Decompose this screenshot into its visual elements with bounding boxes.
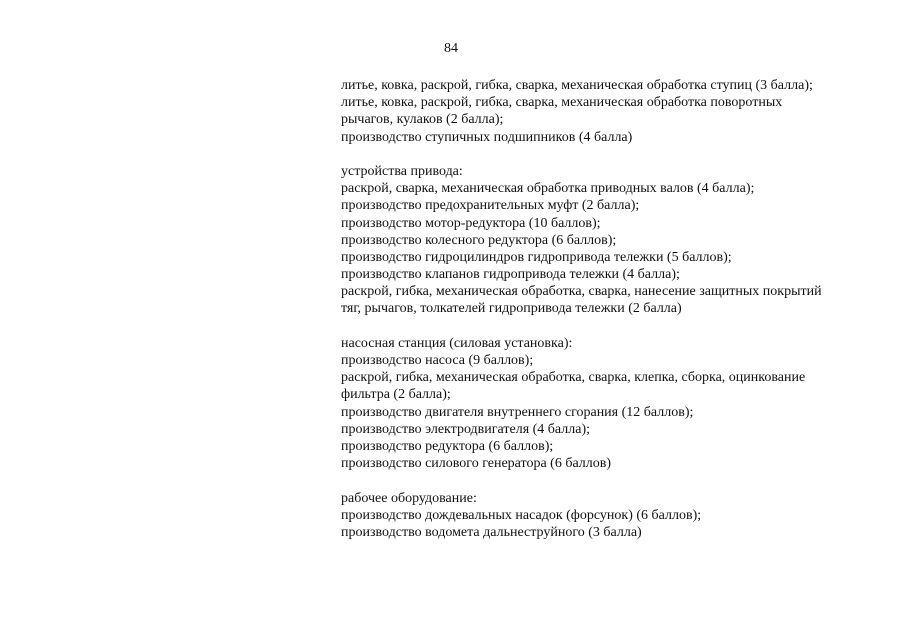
text-line: производство водомета дальнеструйного (3 балла) bbox=[341, 524, 642, 540]
text-line: производство гидроцилиндров гидропривода тележки (5 баллов); bbox=[341, 249, 732, 265]
text-line: производство клапанов гидропривода тележки (4 балла); bbox=[341, 267, 680, 283]
text-line: производство редуктора (6 баллов); bbox=[341, 438, 554, 454]
section-hubs bbox=[341, 77, 881, 146]
text-line: тяг, рычагов, толкателей гидропривода тележки (2 балла) bbox=[341, 301, 682, 317]
text-line: производство колесного редуктора (6 баллов); bbox=[341, 232, 617, 248]
text-line: производство насоса (9 баллов); bbox=[341, 353, 534, 368]
section-drive-devices bbox=[341, 163, 881, 318]
text-line: производство предохранительных муфт (2 балла); bbox=[341, 198, 640, 214]
text-line: рычагов, кулаков (2 балла); bbox=[341, 112, 504, 128]
text-line: производство двигателя внутреннего сгорания (12 баллов); bbox=[341, 404, 694, 420]
document-body bbox=[341, 77, 881, 541]
text-line: производство мотор-редуктора (10 баллов); bbox=[341, 215, 601, 231]
paragraph-gap bbox=[341, 146, 881, 163]
paragraph-gap bbox=[341, 472, 881, 489]
text-line: литье, ковка, раскрой, гибка, сварка, механическая обработка ступиц (3 балла); bbox=[341, 78, 813, 93]
text-line: производство дождевальных насадок (форсунок) (6 баллов); bbox=[341, 507, 702, 523]
text-line: производство силового генератора (6 баллов) bbox=[341, 456, 612, 472]
text-line: производство электродвигателя (4 балла); bbox=[341, 421, 590, 437]
text-line: раскрой, сварка, механическая обработка приводных валов (4 балла); bbox=[341, 181, 755, 197]
section-pump-station bbox=[341, 335, 881, 473]
text-line: производство ступичных подшипников (4 балла) bbox=[341, 129, 633, 145]
text-line: литье, ковка, раскрой, гибка, сварка, механическая обработка поворотных bbox=[341, 95, 783, 111]
text-line: фильтра (2 балла); bbox=[341, 387, 451, 403]
section-heading: рабочее оборудование: bbox=[341, 490, 477, 506]
section-working-equipment bbox=[341, 490, 881, 542]
text-line: раскрой, гибка, механическая обработка, сварка, нанесение защитных покрытий bbox=[341, 284, 822, 300]
paragraph-gap bbox=[341, 318, 881, 335]
section-heading: устройства привода: bbox=[341, 163, 463, 179]
text-line: раскрой, гибка, механическая обработка, сварка, клепка, сборка, оцинкование bbox=[341, 370, 806, 386]
page-number: 84 bbox=[444, 41, 458, 56]
section-heading: насосная станция (силовая установка): bbox=[341, 335, 573, 351]
